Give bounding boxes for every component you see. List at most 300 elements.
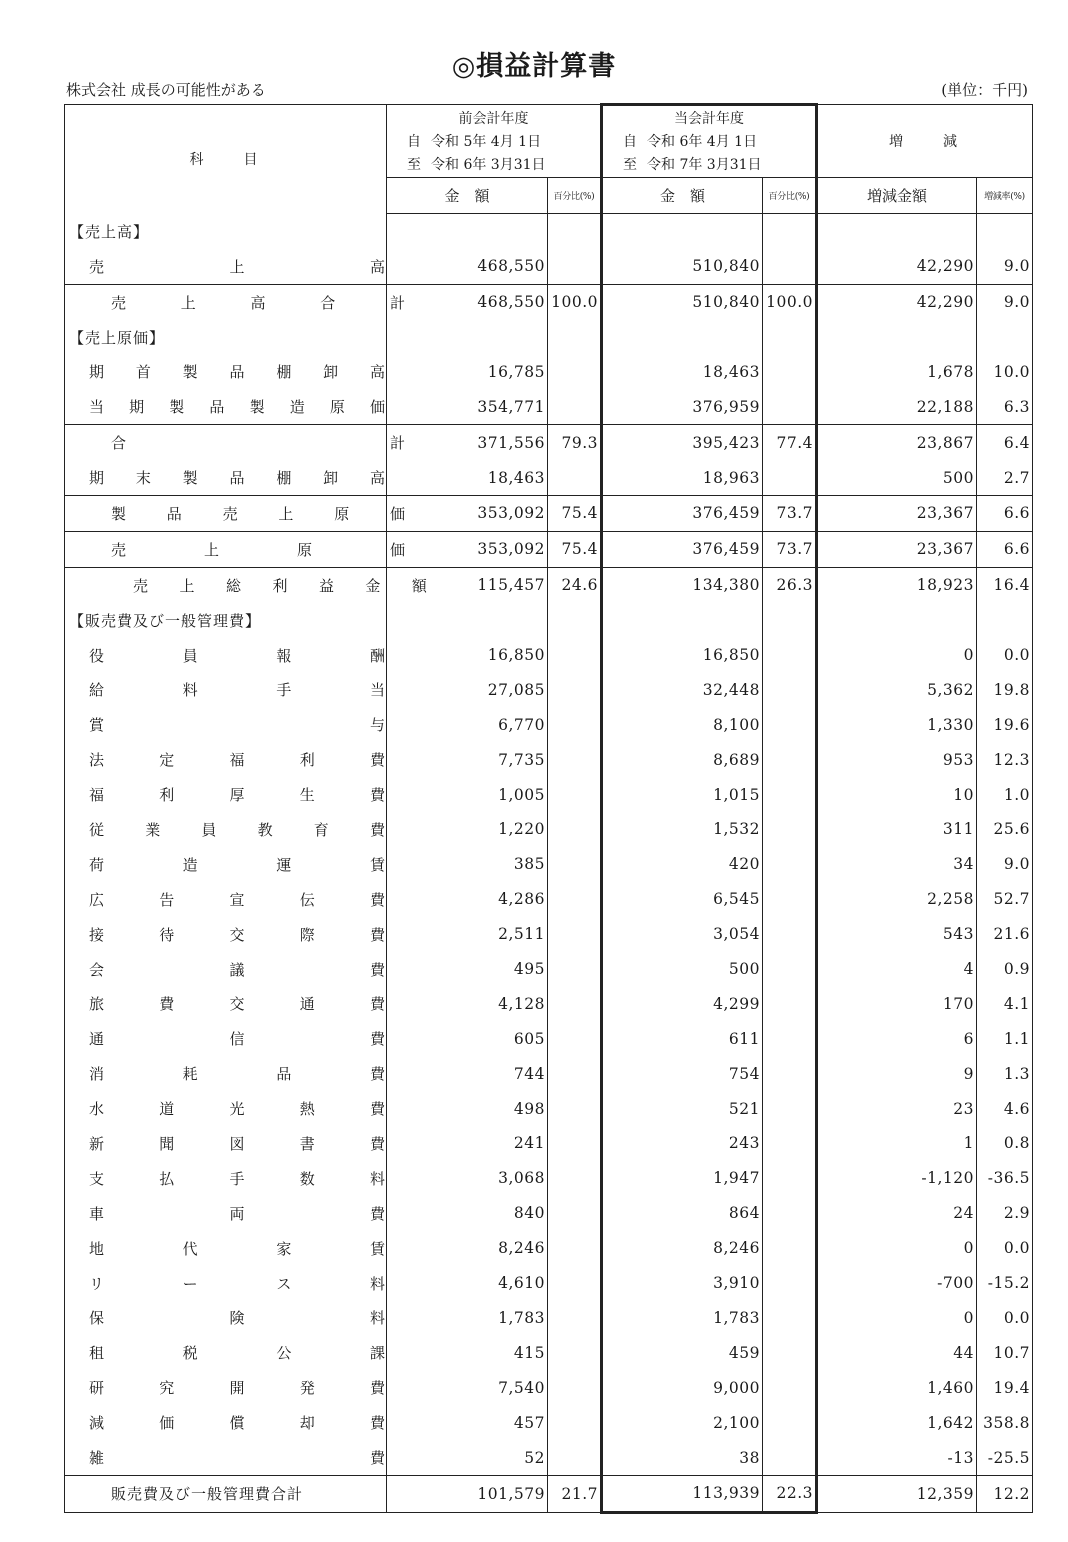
label-char: 金 xyxy=(365,576,381,595)
label-char: 耗 xyxy=(182,1065,198,1084)
prev-ratio xyxy=(548,672,602,707)
row-label xyxy=(65,707,387,742)
row-label-chars xyxy=(89,361,385,382)
diff-amount xyxy=(817,320,977,355)
unit-label: (単位：千円) xyxy=(941,81,1028,99)
label-char: 払 xyxy=(159,1169,175,1188)
label-char: 税 xyxy=(182,1344,198,1363)
label-char: 料 xyxy=(369,1309,385,1328)
label-char: 員 xyxy=(182,646,198,665)
row-label: 【販売費及び一般管理費】 xyxy=(69,611,262,630)
row-label xyxy=(65,1266,387,1301)
label-char: 員 xyxy=(201,820,217,839)
row-label-chars xyxy=(89,679,385,700)
prev-ratio xyxy=(548,1405,602,1440)
table-row xyxy=(65,496,1033,532)
diff-amount: 18,923 xyxy=(817,567,977,602)
label-char: 費 xyxy=(369,995,385,1014)
label-char: 造 xyxy=(182,855,198,874)
row-label-chars xyxy=(89,1203,385,1224)
diff-amount: 23,367 xyxy=(817,531,977,567)
prev-amount: 457 xyxy=(387,1405,548,1440)
curr-amount: 9,000 xyxy=(602,1370,763,1405)
row-label-chars xyxy=(89,889,385,910)
diff-amount: 0 xyxy=(817,638,977,673)
prev-amount: 27,085 xyxy=(387,672,548,707)
table-row xyxy=(65,1231,1033,1266)
label-char: 価 xyxy=(159,1414,175,1433)
label-char: 租 xyxy=(89,1344,105,1363)
prev-ratio: 75.4 xyxy=(548,531,602,567)
diff-ratio-header: 増減率(%) xyxy=(977,178,1033,214)
diff-amount: 6 xyxy=(817,1021,977,1056)
curr-ratio xyxy=(763,249,817,284)
prev-ratio xyxy=(548,952,602,987)
label-char: 待 xyxy=(159,925,175,944)
label-char: 料 xyxy=(369,1274,385,1293)
label-char: 伝 xyxy=(299,890,315,909)
diff-amount: 42,290 xyxy=(817,249,977,284)
curr-ratio xyxy=(763,1126,817,1161)
row-label xyxy=(65,1335,387,1370)
label-char: 費 xyxy=(369,890,385,909)
table-row xyxy=(65,1370,1033,1405)
diff-amount: 1 xyxy=(817,1126,977,1161)
label-char: 際 xyxy=(299,925,315,944)
diff-ratio: 9.0 xyxy=(977,249,1033,284)
label-char: 費 xyxy=(369,1449,385,1467)
table-row xyxy=(65,249,1033,284)
prev-amount: 495 xyxy=(387,952,548,987)
diff-amount: 0 xyxy=(817,1231,977,1266)
label-char: ー xyxy=(182,1274,198,1293)
prev-ratio xyxy=(548,1161,602,1196)
label-char: 報 xyxy=(276,646,292,665)
prev-amount: 605 xyxy=(387,1021,548,1056)
table-row xyxy=(65,742,1033,777)
label-char: 上 xyxy=(179,576,195,595)
row-label: 【売上原価】 xyxy=(69,328,166,347)
row-label xyxy=(65,1440,387,1475)
prev-amount: 1,783 xyxy=(387,1301,548,1336)
label-char: 代 xyxy=(182,1239,198,1258)
curr-amount: 1,783 xyxy=(602,1301,763,1336)
label-char: 高 xyxy=(250,293,266,312)
row-label xyxy=(65,249,387,284)
diff-ratio: 25.6 xyxy=(977,812,1033,847)
label-char: 手 xyxy=(229,1169,245,1188)
row-label-chars xyxy=(111,503,405,524)
label-char: 交 xyxy=(229,995,245,1014)
diff-ratio: 0.9 xyxy=(977,952,1033,987)
curr-amount: 134,380 xyxy=(602,567,763,602)
label-char: 運 xyxy=(276,855,292,874)
label-char: 総 xyxy=(225,576,241,595)
label-char: 会 xyxy=(89,960,105,979)
table-row xyxy=(65,1196,1033,1231)
prev-amount: 101,579 xyxy=(387,1475,548,1512)
diff-ratio xyxy=(977,603,1033,638)
table-row xyxy=(65,1091,1033,1126)
label-char: 費 xyxy=(369,925,385,944)
label-char: 保 xyxy=(89,1309,105,1328)
curr-amount xyxy=(602,213,763,248)
diff-amount: 9 xyxy=(817,1056,977,1091)
label-char: 課 xyxy=(369,1344,385,1363)
table-row xyxy=(65,777,1033,812)
prev-amount: 7,540 xyxy=(387,1370,548,1405)
label-char: 当 xyxy=(369,681,385,700)
label-char: 期 xyxy=(129,398,145,417)
prev-ratio xyxy=(548,1301,602,1336)
row-label xyxy=(65,1370,387,1405)
label-char: 価 xyxy=(389,504,405,523)
label-char: 期 xyxy=(89,469,105,488)
label-char: 賃 xyxy=(369,855,385,874)
label-char: 費 xyxy=(369,1065,385,1084)
row-label-chars xyxy=(133,575,427,596)
diff-ratio: -15.2 xyxy=(977,1266,1033,1301)
label-char: 水 xyxy=(89,1100,105,1119)
section-row xyxy=(65,603,1033,638)
label-char: 料 xyxy=(182,681,198,700)
diff-ratio: 0.0 xyxy=(977,638,1033,673)
prev-amount: 4,610 xyxy=(387,1266,548,1301)
label-char: 宣 xyxy=(229,890,245,909)
prev-amount: 8,246 xyxy=(387,1231,548,1266)
prev-amount: 498 xyxy=(387,1091,548,1126)
curr-ratio xyxy=(763,354,817,389)
row-label-chars xyxy=(89,819,385,840)
row-label-chars xyxy=(89,1133,385,1154)
label-char: 費 xyxy=(369,1379,385,1398)
label-char: 計 xyxy=(389,293,405,312)
diff-ratio: 4.6 xyxy=(977,1091,1033,1126)
label-char: 車 xyxy=(89,1204,105,1223)
row-label xyxy=(65,952,387,987)
prev-ratio xyxy=(548,1266,602,1301)
label-char: 議 xyxy=(229,960,245,979)
diff-amount: 22,188 xyxy=(817,389,977,424)
diff-ratio: 9.0 xyxy=(977,284,1033,319)
diff-amount: 311 xyxy=(817,812,977,847)
curr-amount-header: 金 額 xyxy=(602,178,763,214)
label-char: 卸 xyxy=(323,469,339,488)
curr-amount: 8,100 xyxy=(602,707,763,742)
label-char: 製 xyxy=(182,469,198,488)
to-mark: 至 xyxy=(623,157,637,173)
prev-ratio xyxy=(548,320,602,355)
prev-amount: 415 xyxy=(387,1335,548,1370)
label-char: 広 xyxy=(89,890,105,909)
curr-ratio xyxy=(763,1021,817,1056)
diff-ratio: 12.3 xyxy=(977,742,1033,777)
diff-amount: 44 xyxy=(817,1335,977,1370)
diff-amount: 1,642 xyxy=(817,1405,977,1440)
curr-amount: 8,246 xyxy=(602,1231,763,1266)
label-char: 利 xyxy=(299,751,315,770)
diff-ratio: 9.0 xyxy=(977,847,1033,882)
label-char: 費 xyxy=(369,1134,385,1153)
label-char: 険 xyxy=(229,1309,245,1328)
row-label-chars xyxy=(89,1447,385,1468)
prev-period-header xyxy=(387,105,602,178)
label-char: 告 xyxy=(159,890,175,909)
curr-amount: 500 xyxy=(602,952,763,987)
row-label xyxy=(65,460,387,495)
diff-amount: 42,290 xyxy=(817,284,977,319)
table-row xyxy=(65,847,1033,882)
curr-ratio-header: 百分比(%) xyxy=(763,178,817,214)
label-char: 計 xyxy=(389,434,405,453)
prev-amount: 115,457 xyxy=(387,567,548,602)
prev-amount xyxy=(387,320,548,355)
label-char: 利 xyxy=(272,576,288,595)
row-label xyxy=(65,1021,387,1056)
curr-ratio xyxy=(763,777,817,812)
diff-amount: 543 xyxy=(817,917,977,952)
curr-period-header xyxy=(602,105,817,178)
section-row xyxy=(65,320,1033,355)
prev-amount: 353,092 xyxy=(387,496,548,532)
label-char: 図 xyxy=(229,1134,245,1153)
prev-ratio xyxy=(548,603,602,638)
table-row xyxy=(65,1056,1033,1091)
diff-ratio: 0.8 xyxy=(977,1126,1033,1161)
diff-amount: 24 xyxy=(817,1196,977,1231)
row-label-chars xyxy=(89,1377,385,1398)
prev-ratio xyxy=(548,1370,602,1405)
curr-amount: 113,939 xyxy=(602,1475,763,1512)
prev-amount: 1,005 xyxy=(387,777,548,812)
diff-ratio: 6.6 xyxy=(977,531,1033,567)
row-label-chars xyxy=(89,924,385,945)
prev-ratio xyxy=(548,882,602,917)
prev-amount: 241 xyxy=(387,1126,548,1161)
prev-amount: 840 xyxy=(387,1196,548,1231)
row-label xyxy=(65,567,427,602)
table-row xyxy=(65,567,1033,602)
prev-ratio xyxy=(548,707,602,742)
label-char: 原 xyxy=(334,504,350,523)
diff-amount xyxy=(817,603,977,638)
curr-amount: 1,947 xyxy=(602,1161,763,1196)
prev-ratio xyxy=(548,249,602,284)
label-char: 定 xyxy=(159,751,175,770)
row-label xyxy=(65,1126,387,1161)
row-label xyxy=(65,882,387,917)
row-label-chars xyxy=(89,714,385,735)
label-char: 発 xyxy=(299,1379,315,1398)
curr-ratio xyxy=(763,603,817,638)
diff-amount: 500 xyxy=(817,460,977,495)
curr-ratio xyxy=(763,917,817,952)
curr-amount: 376,959 xyxy=(602,389,763,424)
curr-ratio xyxy=(763,952,817,987)
diff-ratio: -25.5 xyxy=(977,1440,1033,1475)
diff-amount: 170 xyxy=(817,986,977,1021)
label-char: 費 xyxy=(369,960,385,979)
label-char: 旅 xyxy=(89,995,105,1014)
curr-amount: 1,532 xyxy=(602,812,763,847)
row-label xyxy=(65,638,387,673)
curr-ratio xyxy=(763,882,817,917)
diff-amount: -1,120 xyxy=(817,1161,977,1196)
table-row xyxy=(65,812,1033,847)
curr-amount: 521 xyxy=(602,1091,763,1126)
label-char: 道 xyxy=(159,1100,175,1119)
label-char: 利 xyxy=(159,786,175,805)
prev-ratio xyxy=(548,638,602,673)
prev-ratio xyxy=(548,389,602,424)
label-char: 売 xyxy=(111,540,127,559)
label-char: 与 xyxy=(369,716,385,735)
label-char: 書 xyxy=(299,1134,315,1153)
row-label xyxy=(65,847,387,882)
prev-amount: 4,128 xyxy=(387,986,548,1021)
label-char: 価 xyxy=(389,540,405,559)
label-char: 賃 xyxy=(369,1239,385,1258)
curr-amount: 18,463 xyxy=(602,354,763,389)
label-char: 品 xyxy=(166,504,182,523)
diff-amount: 4 xyxy=(817,952,977,987)
label-char: 高 xyxy=(369,469,385,488)
prev-amount-header: 金 額 xyxy=(387,178,548,214)
table-row xyxy=(65,1405,1033,1440)
diff-header: 増 減 xyxy=(817,105,1033,178)
label-char: 造 xyxy=(289,398,305,417)
prev-amount: 1,220 xyxy=(387,812,548,847)
prev-ratio xyxy=(548,986,602,1021)
diff-ratio: 1.1 xyxy=(977,1021,1033,1056)
diff-ratio: 19.4 xyxy=(977,1370,1033,1405)
label-char: 費 xyxy=(369,1030,385,1049)
row-label xyxy=(65,1301,387,1336)
table-row xyxy=(65,425,1033,460)
label-char: 交 xyxy=(229,925,245,944)
row-label xyxy=(65,742,387,777)
table-row xyxy=(65,1440,1033,1475)
prev-amount: 385 xyxy=(387,847,548,882)
to-date: 令和 6年 3月31日 xyxy=(431,156,546,173)
prev-ratio: 21.7 xyxy=(548,1475,602,1512)
row-label xyxy=(65,531,405,567)
curr-amount: 18,963 xyxy=(602,460,763,495)
row-label-chars xyxy=(89,1238,385,1259)
label-char: 製 xyxy=(249,398,265,417)
diff-ratio: 4.1 xyxy=(977,986,1033,1021)
label-char: 費 xyxy=(369,786,385,805)
diff-amount-header: 増減金額 xyxy=(817,178,977,214)
curr-ratio xyxy=(763,638,817,673)
curr-ratio xyxy=(763,1301,817,1336)
label-char: 合 xyxy=(111,434,127,453)
curr-ratio: 100.0 xyxy=(763,284,817,319)
diff-ratio: 10.7 xyxy=(977,1335,1033,1370)
diff-ratio: 0.0 xyxy=(977,1231,1033,1266)
label-char: 熱 xyxy=(299,1100,315,1119)
page-title: ◎損益計算書 xyxy=(451,51,617,82)
to-date: 令和 7年 3月31日 xyxy=(647,157,762,173)
label-char: 品 xyxy=(276,1065,292,1084)
curr-ratio xyxy=(763,1056,817,1091)
prev-ratio xyxy=(548,1021,602,1056)
prev-amount: 4,286 xyxy=(387,882,548,917)
row-label xyxy=(65,1231,387,1266)
label-char: 製 xyxy=(182,363,198,382)
prev-ratio xyxy=(548,354,602,389)
diff-amount: 953 xyxy=(817,742,977,777)
curr-amount: 510,840 xyxy=(602,284,763,319)
curr-ratio: 26.3 xyxy=(763,567,817,602)
label-char: 支 xyxy=(89,1169,105,1188)
label-char: 手 xyxy=(276,681,292,700)
table-row xyxy=(65,389,1033,424)
label-char: 原 xyxy=(296,540,312,559)
diff-amount: 1,330 xyxy=(817,707,977,742)
label-char: 合 xyxy=(320,293,336,312)
label-char: 地 xyxy=(89,1239,105,1258)
diff-amount: 34 xyxy=(817,847,977,882)
diff-ratio xyxy=(977,320,1033,355)
prev-amount xyxy=(387,603,548,638)
label-char: 売 xyxy=(133,576,149,595)
prev-amount: 16,850 xyxy=(387,638,548,673)
curr-ratio xyxy=(763,1091,817,1126)
diff-ratio: 52.7 xyxy=(977,882,1033,917)
label-char: 上 xyxy=(278,504,294,523)
curr-amount: 3,910 xyxy=(602,1266,763,1301)
row-label xyxy=(65,496,405,532)
row-label-chars xyxy=(89,1098,385,1119)
row-label-chars xyxy=(89,1342,385,1363)
label-char: 数 xyxy=(299,1169,315,1188)
prev-period-label: 前会計年度 xyxy=(458,110,529,127)
row-label-chars xyxy=(89,256,385,277)
table-row xyxy=(65,707,1033,742)
label-char: 売 xyxy=(89,257,105,276)
label-char: 売 xyxy=(111,293,127,312)
label-char: 新 xyxy=(89,1134,105,1153)
prev-ratio xyxy=(548,917,602,952)
curr-ratio xyxy=(763,1231,817,1266)
prev-ratio xyxy=(548,812,602,847)
label-char: 消 xyxy=(89,1065,105,1084)
curr-ratio xyxy=(763,1335,817,1370)
label-char: 製 xyxy=(169,398,185,417)
label-char: 法 xyxy=(89,751,105,770)
label-char: リ xyxy=(89,1274,105,1293)
table-row xyxy=(65,1335,1033,1370)
table-row xyxy=(65,638,1033,673)
diff-amount: -700 xyxy=(817,1266,977,1301)
label-char: 減 xyxy=(89,1414,105,1433)
label-char: 首 xyxy=(135,363,151,382)
label-char: 接 xyxy=(89,925,105,944)
prev-ratio xyxy=(548,460,602,495)
header-row xyxy=(65,105,1033,178)
label-char: 品 xyxy=(209,398,225,417)
prev-period-from xyxy=(387,131,600,154)
curr-amount: 3,054 xyxy=(602,917,763,952)
label-char: 価 xyxy=(369,398,385,417)
table-row xyxy=(65,1021,1033,1056)
label-char: 料 xyxy=(369,1169,385,1188)
curr-amount: 420 xyxy=(602,847,763,882)
label-char: 益 xyxy=(318,576,334,595)
row-label-chars xyxy=(89,784,385,805)
curr-ratio xyxy=(763,672,817,707)
